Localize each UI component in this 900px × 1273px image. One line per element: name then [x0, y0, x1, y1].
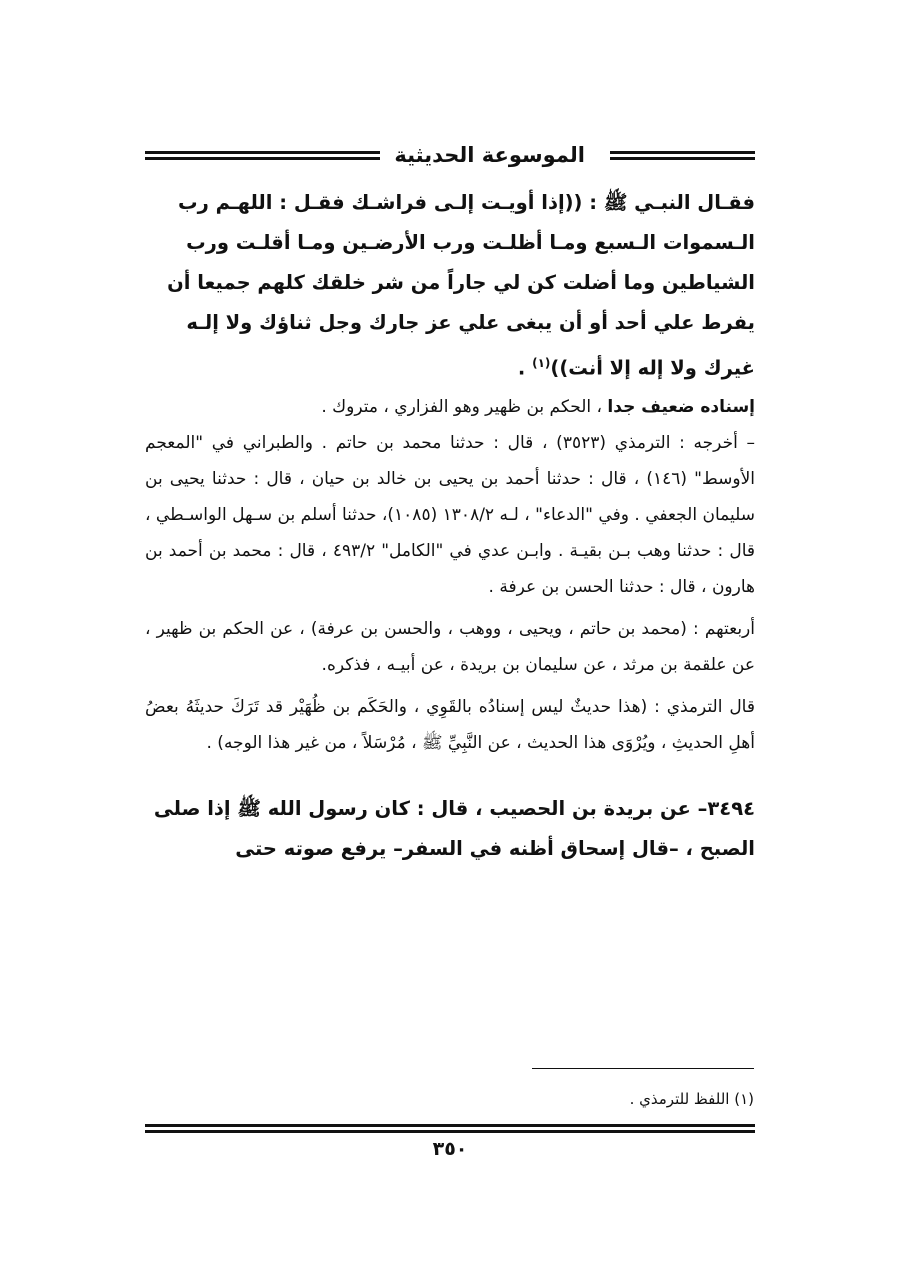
- header-rule-left: [145, 151, 380, 163]
- page-body: [145, 183, 755, 869]
- running-header: [145, 140, 755, 170]
- arbaatuhum-paragraph: أربعتهم : (محمد بن حاتم ، ويحيى ، ووهب ، والحسن بن عرفة) ، عن الحكم بن ظهير ، عن علقمة بن مرثد ، عن سليمان بن بريدة ، عن أبيـه ، فذكره.: [145, 618, 755, 675]
- header-title: الموسوعة الحديثية: [394, 143, 585, 167]
- isnad-grading: [145, 389, 755, 425]
- tirmidhi-comment: قال الترمذي : (هذا حديثٌ ليس إسنادُه بالقَوِي ، والحَكَم بن ظُهَيْر قد تَرَكَ حديثَهُ بعضُ أهلِ الحديثِ ، ويُرْوَى هذا الحديث ، عن النَّبِيِّ ﷺ ، مُرْسَلاً ، من غير هذا الوجه) .: [145, 696, 755, 753]
- hadith-line-4: يفرط علي أحد أو أن يبغى علي عز جارك وجل ثناؤك ولا إلـه: [186, 311, 755, 334]
- footnote: (١) اللفظ للترمذي .: [629, 1090, 754, 1108]
- hadith-text: [145, 183, 755, 389]
- takhrij-paragraph: – أخرجه : الترمذي (٣٥٢٣) ، قال : حدثنا محمد بن حاتم . والطبراني في "المعجم الأوسط" (١٤٦) ، قال : حدثنا أحمد بن يحيى بن خالد بن حيان ، قال : حدثنا يحيى بن سليمان الجعفي . وفي "الدعاء" ، لـه ١٣٠٨/٢ (١٠٨٥)، حدثنا أسلم بن سـهل الواسـطي ، قال : حدثنا وهب بـن بقيـة . وابـن عدي في "الكامل" ٤٩٣/٢ ، قال : محمد بن أحمد بن هارون ، قال : حدثنا الحسن بن عرفة .: [145, 432, 756, 597]
- page-number: ٣٥٠: [432, 1138, 468, 1160]
- isnad-text: ، الحكم بن ظهير وهو الفزاري ، متروك .: [321, 396, 608, 417]
- hadith-line-5: [145, 343, 755, 389]
- hadith-line-3: الشياطين وما أضلت كن لي جاراً من شر خلقك كلهم جميعا أن: [167, 271, 755, 294]
- hadith-line-1: فقـال النبـي ﷺ : ((إذا أويـت إلـى فراشـك فقـل : اللهـم رب: [178, 191, 755, 214]
- next-hadith-line-2: الصبح ، –قال إسحاق أظنه في السفر– يرفع صوته حتى: [235, 836, 755, 860]
- footnote-reference[interactable]: (١): [532, 356, 551, 370]
- isnad-label: إسناده ضعيف جدا: [607, 396, 755, 417]
- spacer: [145, 761, 755, 789]
- bottom-rule: [145, 1124, 755, 1136]
- hadith-line-5-end: .: [517, 356, 533, 380]
- hadith-line-5-text: غيرك ولا إله إلا أنت)): [550, 356, 755, 380]
- header-rule-right: [610, 151, 755, 163]
- next-hadith-line-1: ٣٤٩٤– عن بريدة بن الحصيب ، قال : كان رسول الله ﷺ إذا صلى: [153, 796, 755, 820]
- hadith-line-2: الـسموات الـسبع ومـا أظلـت ورب الأرضـين ومـا أقلـت ورب: [186, 231, 755, 254]
- footnote-separator: [532, 1068, 754, 1069]
